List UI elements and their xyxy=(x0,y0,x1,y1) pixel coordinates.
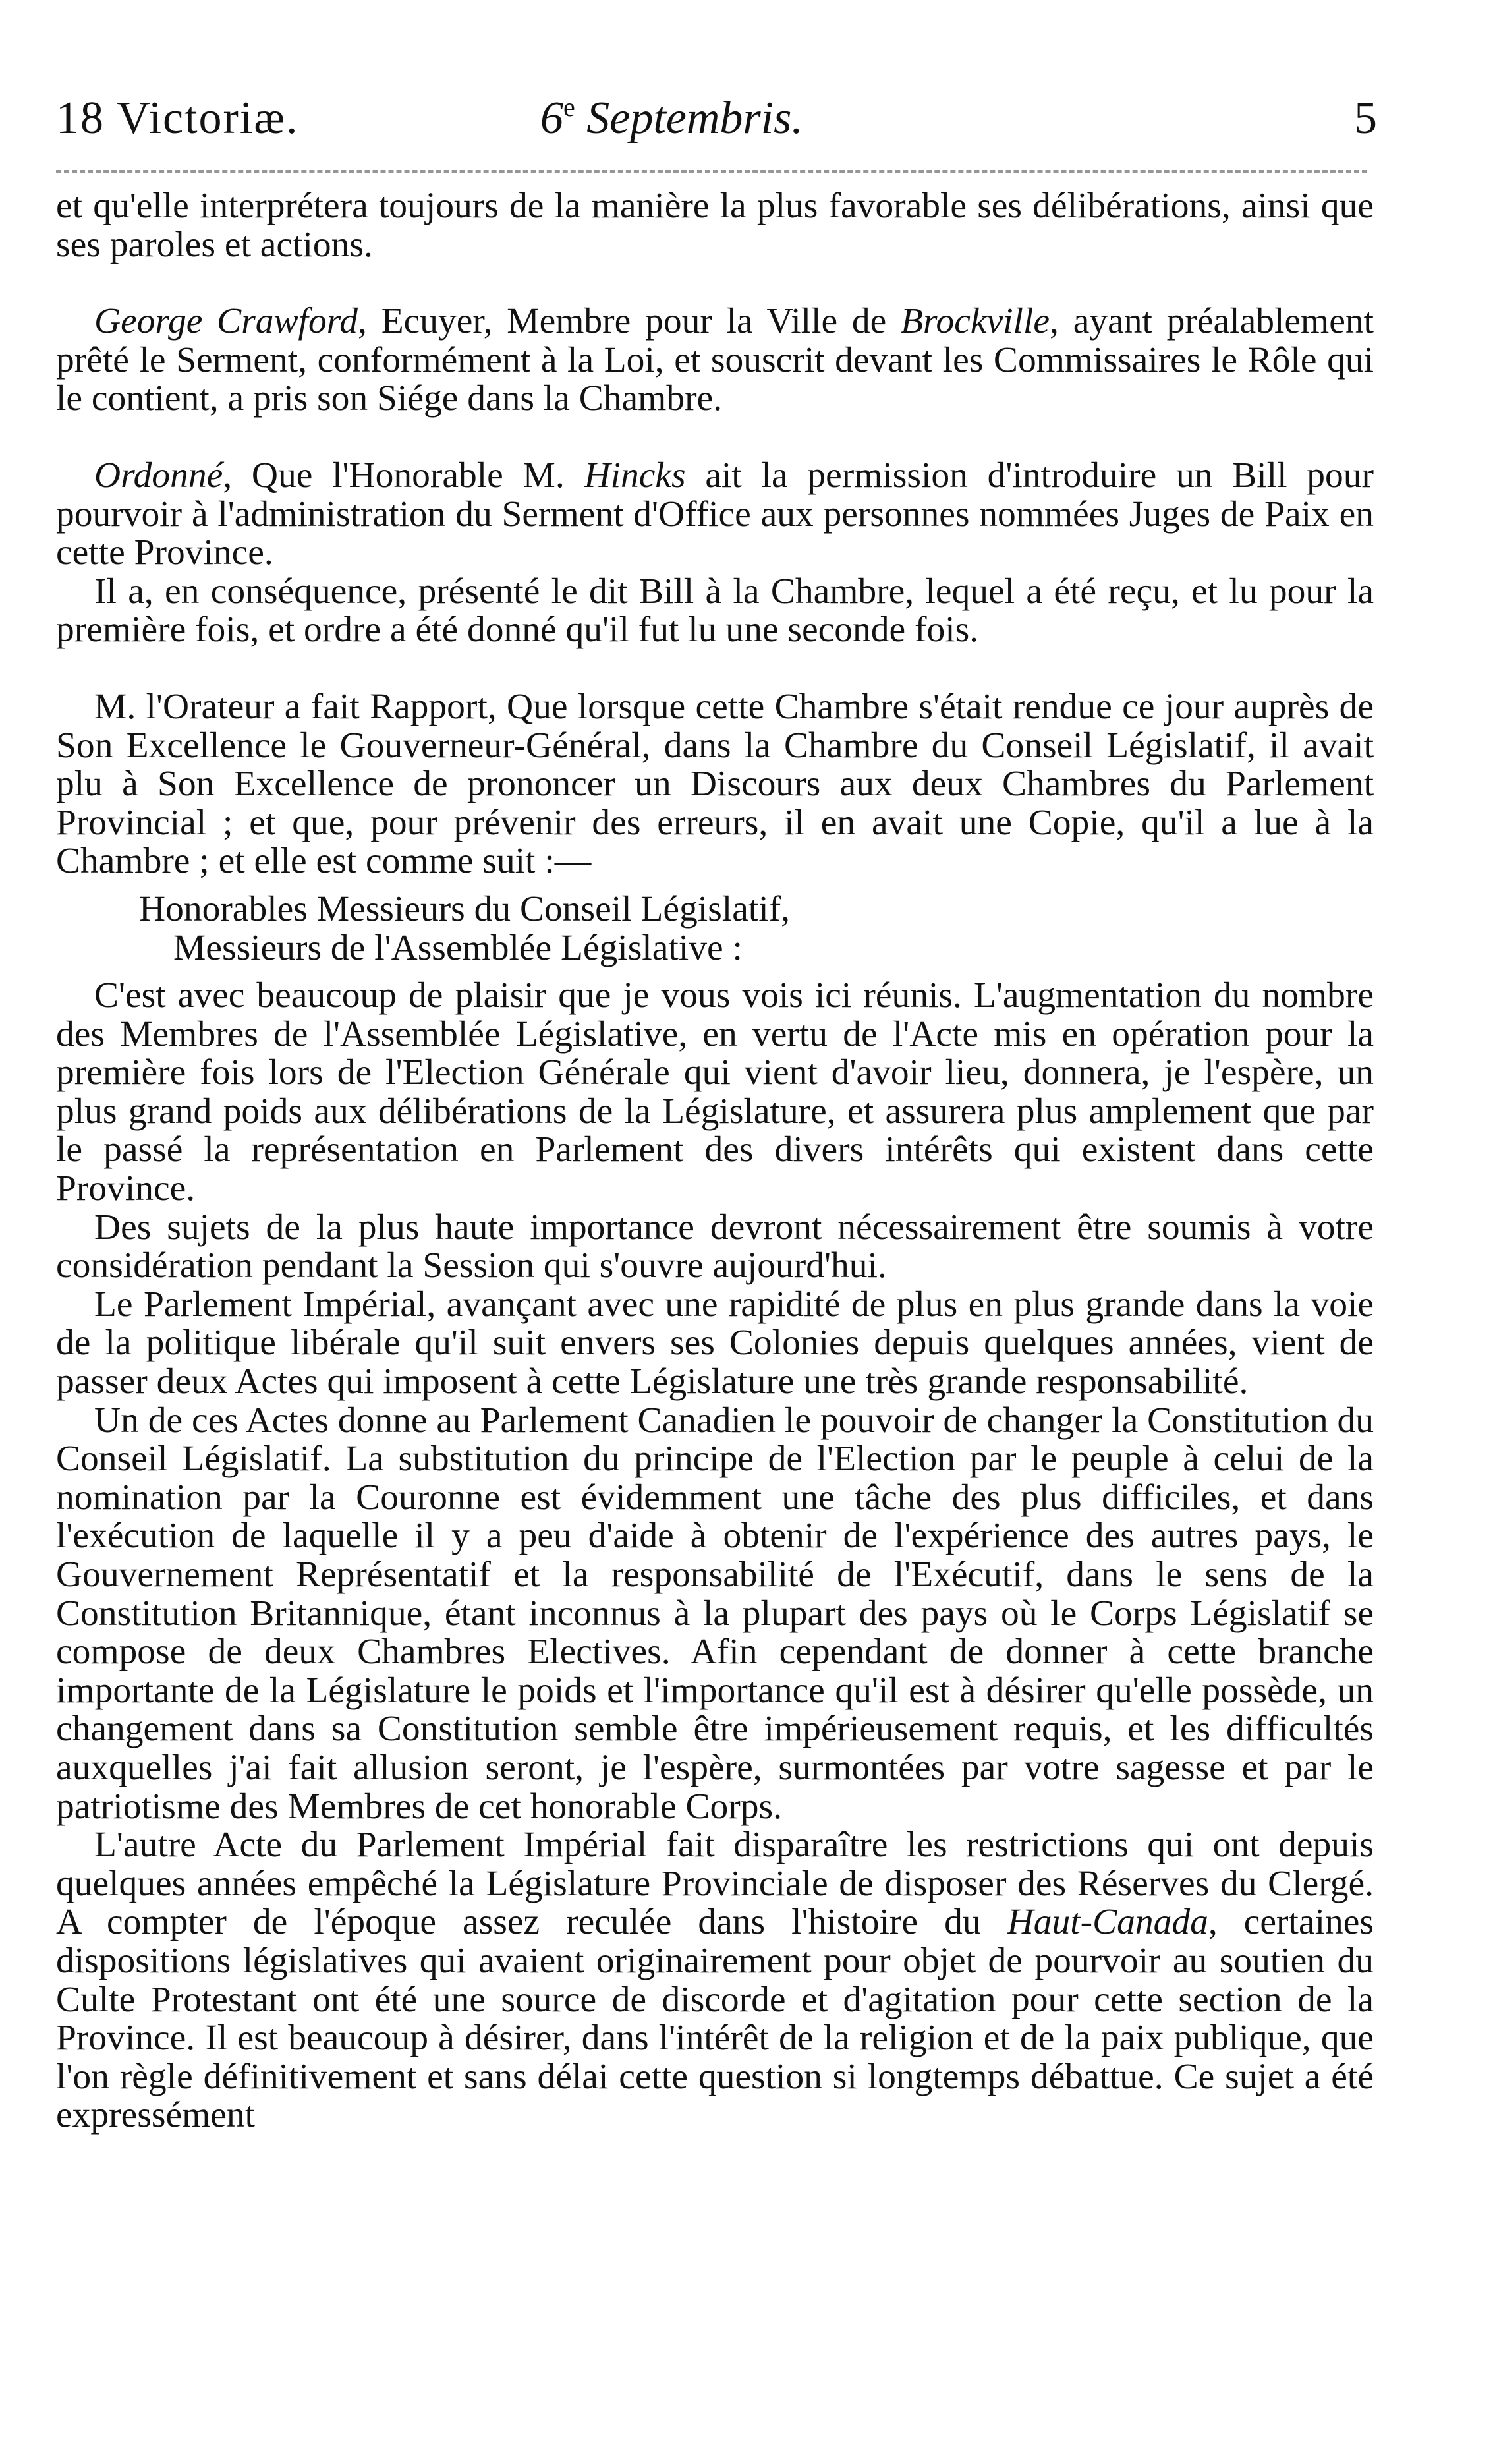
salutation-assembly: Messieurs de l'Assemblée Législative : xyxy=(173,927,743,968)
running-head xyxy=(56,86,1377,152)
paragraph-order: Ordonné, Que l'Honorable M. Hincks ait la permission d'introduire un Bill pour pourvoir à l'administration du Serment d'Office aux personnes nommées Juges de Paix en cette Province. xyxy=(56,455,1374,573)
hincks-name: Hincks xyxy=(584,455,686,496)
ordered-label: Ordonné xyxy=(94,455,223,496)
page-number: 5 xyxy=(1354,93,1377,144)
salutation-council: Honorables Messieurs du Conseil Législatif, xyxy=(139,888,791,929)
paragraph-continuation: et qu'elle interprétera toujours de la manière la plus favorable ses délibérations, ainsi que ses paroles et actions. xyxy=(56,186,1374,265)
session-month: Septembris. xyxy=(586,93,803,144)
regnal-year: 18 Victoriæ. xyxy=(56,93,299,144)
page xyxy=(56,86,1377,2136)
paragraph-speaker-report: M. l'Orateur a fait Rapport, Que lorsque cette Chambre s'était rendue ce jour auprès de Son Excellence le Gouverneur-Général, dans la Chambre du Conseil Législatif, il avait plu à Son Excellence de prononcer un Discours aux deux Chambres du Parlement Provincial ; et que, pour prévenir des erreurs, il en avait une Copie, qu'il a lue à la Chambre ; et elle est comme suit :— xyxy=(56,686,1374,882)
speech-paragraph: L'autre Acte du Parlement Impérial fait disparaître les restrictions qui ont depuis quelques années empêché la Législature Provinciale de disposer des Réserves du Clergé. A compter de l'époque assez reculée dans l'histoire du Haut-Canada, certaines dispositions législatives qui avaient originairement pour objet de pourvoir au soutien du Culte Protestant ont été une source de discorde et d'agitation pour cette section de la Province. Il est beaucoup à désirer, dans l'intérêt de la religion et de la paix publique, que l'on règle définitivement et sans délai cette question si longtemps débattue. Ce sujet a été expressément xyxy=(56,1825,1374,2136)
session-date xyxy=(540,86,803,152)
journal-text xyxy=(56,187,1374,2135)
member-name: George Crawford xyxy=(94,301,358,342)
place-name: Haut-Canada xyxy=(1007,1902,1208,1943)
speech-paragraph: C'est avec beaucoup de plaisir que je vous vois ici réunis. L'augmentation du nombre des Membres de l'Assemblée Législative, en vertu de l'Acte mis en opération pour la première fois lors de l'Election Générale qui vient d'avoir lieu, donnera, je l'espère, un plus grand poids aux délibérations de la Législature, et assurera plus amplement que par le passé la représentation en Parlement des divers intérêts qui existent dans cette Province. xyxy=(56,975,1374,1209)
paragraph-crawford: George Crawford, Ecuyer, Membre pour la Ville de Brockville, ayant préalablement prêté le Serment, conformément à la Loi, et souscrit devant les Commissaires le Rôle qui le contient, a pris son Siége dans la Chambre. xyxy=(56,301,1374,419)
session-day: 6 xyxy=(540,93,563,144)
paragraph-bill-read: Il a, en conséquence, présenté le dit Bill à la Chambre, lequel a été reçu, et lu pour la première fois, et ordre a été donné qu'il fut lu une seconde fois. xyxy=(56,571,1374,650)
speech-paragraph: Le Parlement Impérial, avançant avec une rapidité de plus en plus grande dans la voie de la politique libérale qu'il suit envers ses Colonies depuis quelques années, vient de passer deux Actes qui imposent à cette Législature une très grande responsabilité. xyxy=(56,1284,1374,1402)
header-rule xyxy=(56,170,1367,173)
riding-name: Brockville xyxy=(901,301,1050,342)
session-day-suffix: e xyxy=(563,92,575,122)
speech-paragraph: Un de ces Actes donne au Parlement Canadien le pouvoir de changer la Constitution du Conseil Législatif. La substitution du principe de l'Election par le peuple à celui de la nomination par la Couronne est évidemment une tâche des plus difficiles, et dans l'exécution de laquelle il y a peu d'aide à obtenir de l'expérience des autres pays, le Gouvernement Représentatif et la responsabilité de l'Exécutif, dans le sens de la Constitution Britannique, étant inconnus à la plupart des pays où le Corps Législatif se compose de deux Chambres Electives. Afin cependant de donner à cette branche importante de la Législature le poids et l'importance qu'il est à désirer qu'elle possède, un changement dans sa Constitution semble être impérieusement requis, et les difficultés auxquelles j'ai fait allusion seront, je l'espère, surmontées par votre sagesse et par le patriotisme des Membres de cet honorable Corps. xyxy=(56,1400,1374,1827)
speech-paragraph: Des sujets de la plus haute importance devront nécessairement être soumis à votre considération pendant la Session qui s'ouvre aujourd'hui. xyxy=(56,1207,1374,1286)
